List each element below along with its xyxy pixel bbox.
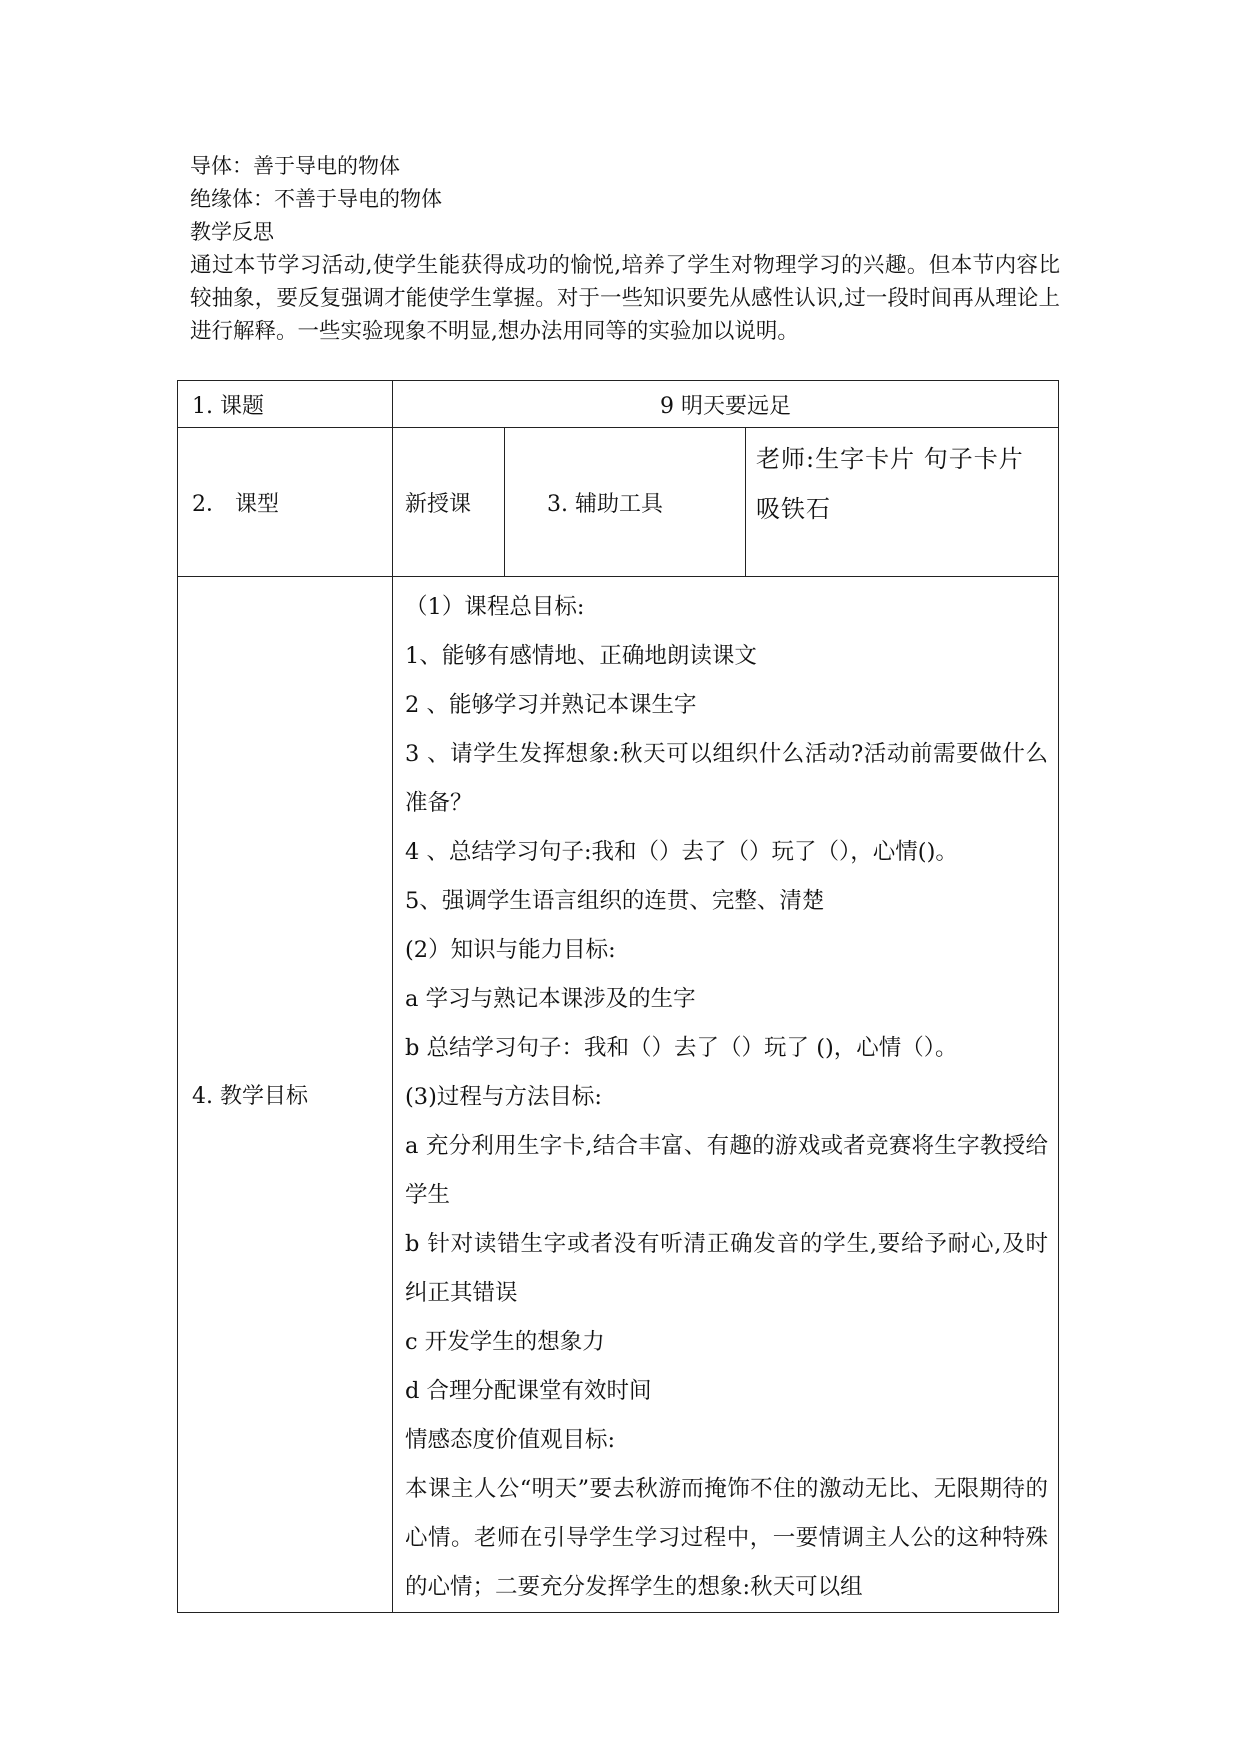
goals-content [393, 577, 1059, 1613]
goals-label: 4. 教学目标 [178, 577, 393, 1613]
reflection-title: 教学反思 [190, 220, 274, 244]
goal-item: a 学习与熟记本课涉及的生字 [405, 986, 696, 1012]
lesson-plan-table [177, 380, 1059, 1613]
goal-item: 4 、总结学习句子:我和（）去了（）玩了（），心情()。 [405, 839, 958, 865]
lesson-type-value: 新授课 [393, 428, 505, 577]
goal-item: b 总结学习句子：我和（）去了（）玩了 ()，心情（）。 [405, 1035, 958, 1061]
goal-heading-overall: （1）课程总目标: [405, 594, 585, 620]
goal-item: 1、能够有感情地、正确地朗读课文 [405, 643, 757, 669]
goal-item: 5、强调学生语言组织的连贯、完整、清楚 [405, 888, 825, 914]
goals-row [178, 577, 1059, 1613]
goal-item: a 充分利用生字卡,结合丰富、有趣的游戏或者竞赛将生字教授给学生 [405, 1133, 1048, 1208]
lesson-type-label: 2． 课型 [178, 428, 393, 577]
aux-tools-label: 3. 辅助工具 [505, 428, 746, 577]
aux-tools-value: 老师:生字卡片 句子卡片 吸铁石 [746, 428, 1059, 577]
goal-item: 3 、请学生发挥想象:秋天可以组织什么活动?活动前需要做什么准备？ [405, 741, 1048, 816]
goal-item: d 合理分配课堂有效时间 [405, 1378, 652, 1404]
type-row [178, 428, 1059, 577]
topic-label: 1. 课题 [178, 381, 393, 428]
conductor-definition: 导体：善于导电的物体 [190, 154, 400, 178]
goal-heading-process: (3)过程与方法目标: [405, 1084, 602, 1110]
topic-row [178, 381, 1059, 428]
insulator-definition: 绝缘体：不善于导电的物体 [190, 187, 442, 211]
intro-section [190, 150, 1060, 348]
goal-item: c 开发学生的想象力 [405, 1329, 605, 1355]
topic-value: 9 明天要远足 [393, 381, 1059, 428]
goal-item: 2 、能够学习并熟记本课生字 [405, 692, 697, 718]
goal-item: b 针对读错生字或者没有听清正确发音的学生,要给予耐心,及时纠正其错误 [405, 1231, 1048, 1306]
goal-heading-attitude: 情感态度价值观目标: [405, 1427, 616, 1453]
goal-heading-knowledge: (2）知识与能力目标: [405, 937, 616, 963]
goal-paragraph: 本课主人公“明天”要去秋游而掩饰不住的激动无比、无限期待的心情。老师在引导学生学习过程中，一要情调主人公的这种特殊的心情；二要充分发挥学生的想象:秋天可以组 [405, 1476, 1048, 1600]
reflection-paragraph: 通过本节学习活动,使学生能获得成功的愉悦,培养了学生对物理学习的兴趣。但本节内容比较抽象，要反复强调才能使学生掌握。对于一些知识要先从感性认识,过一段时间再从理论上进行解释。一些实验现象不明显,想办法用同等的实验加以说明。 [190, 253, 1060, 344]
